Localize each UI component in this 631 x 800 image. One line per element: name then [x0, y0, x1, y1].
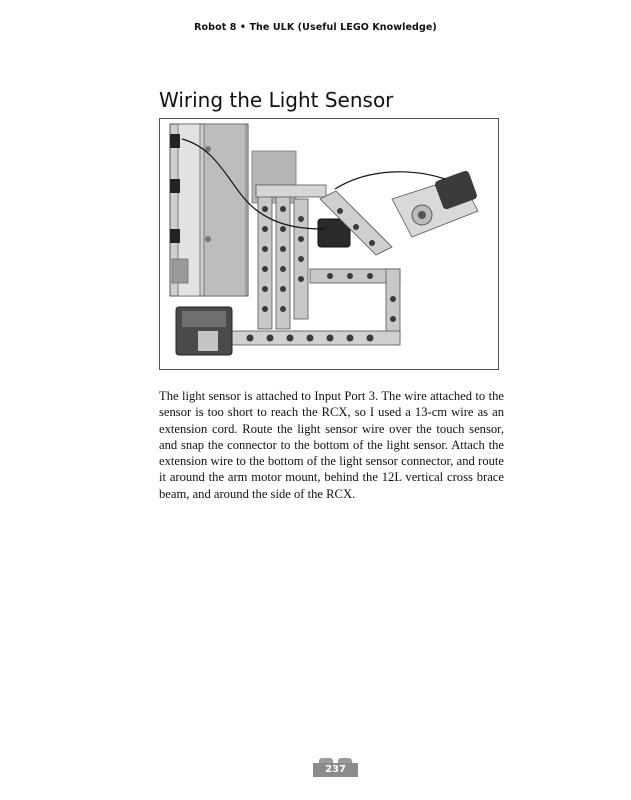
drive-motor — [176, 307, 232, 355]
section-title: Wiring the Light Sensor — [159, 88, 394, 112]
right-frame — [310, 269, 400, 339]
figure-light-sensor-wiring — [159, 118, 499, 370]
light-sensor-assembly — [392, 170, 478, 237]
running-head: Robot 8 • The ULK (Useful LEGO Knowledge) — [194, 22, 437, 33]
lego-build-illustration — [160, 119, 498, 369]
rcx-brick — [170, 124, 248, 296]
top-beam — [256, 185, 326, 197]
base-beam — [230, 331, 400, 345]
body-paragraph: The light sensor is attached to Input Port 3. The wire attached to the sensor is too short to reach the RCX, so I used a 13-cm wire as an extension cord. Route the light sensor wire over the touch sensor, and snap the connector to the bottom of the light sensor. Attach the extension wire to the bottom of the light sensor connector, and route it around the arm motor mount, behind the 12L vertical cross brace beam, and around the side of the RCX. — [159, 389, 504, 501]
page-number-brick — [313, 758, 358, 777]
light-sensor-wire — [335, 172, 445, 189]
page-number: 237 — [313, 763, 358, 777]
vertical-beams — [258, 189, 308, 329]
